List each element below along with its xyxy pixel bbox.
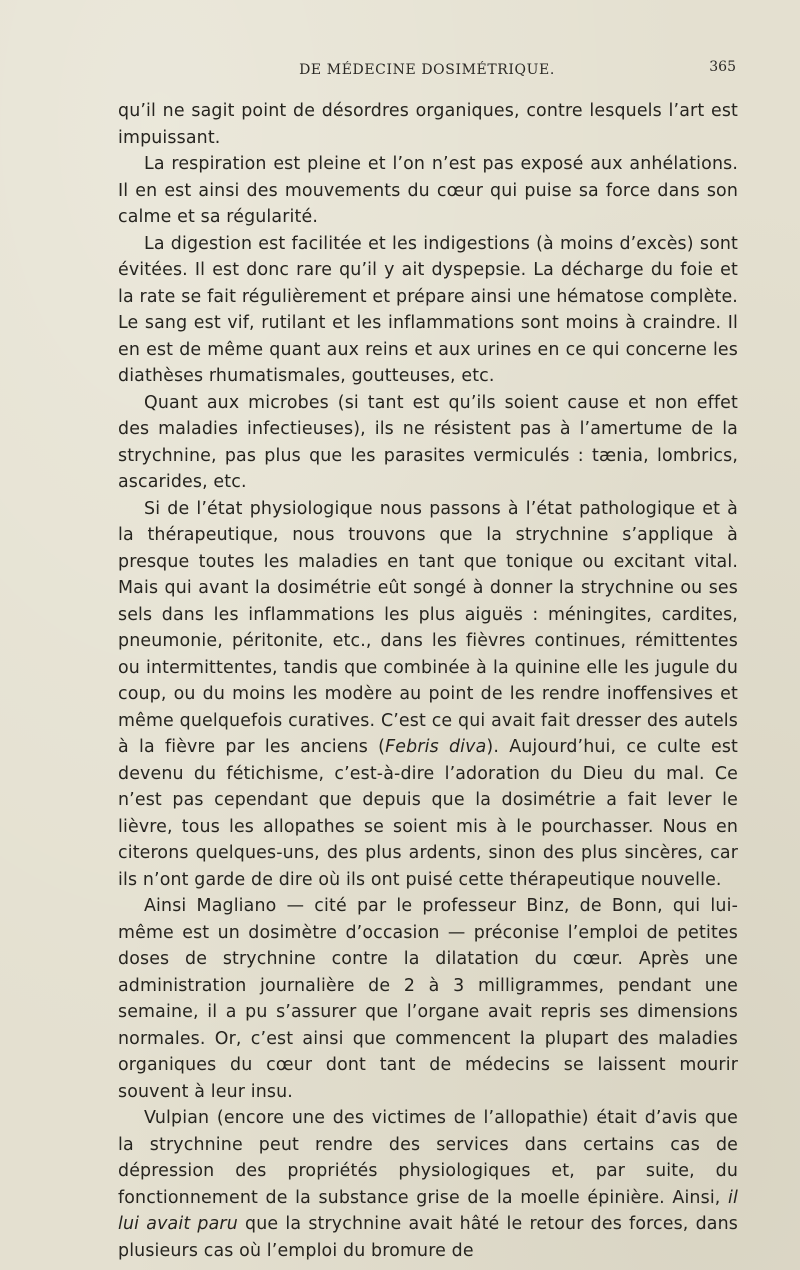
paragraph-text: Si de l’état physiologique nous passons à l’état pathologique et à la thérapeutique, nous trouvons que la strychnine s’applique à presque toutes les maladies en tant que tonique ou excitant vital. Mais qui avant la dosimétrie eût songé à donner la strychnine ou ses sels dans les inflammations les plus aiguës : méningites, cardites, pneumonie, péritonite, etc., dans les fièvres continues, rémittentes ou intermittentes, tandis que combinée à la quinine elle les jugule du coup, ou du moins les modère au point de les rendre inoffensives et même quelquefois curatives. C’est ce qui avait fait dresser des autels à la fièvre par les anciens ( <box>118 498 738 757</box>
paragraph-continuation: qu’il ne sagit point de désordres organiques, contre lesquels l’art est impuissant. <box>118 101 738 148</box>
paragraph-text: Vulpian (encore une des victimes de l’allopathie) était d’avis que la strychnine peut rendre des services dans certains cas de dépression des propriétés physiologiques et, par suite, du fonctionnement de la substance grise de la moelle épinière. Ainsi, <box>118 1108 738 1208</box>
paragraph-text: ). Aujourd’hui, ce culte est devenu du fétichisme, c’est-à-dire l’adoration du Dieu du mal. Ce n’est pas cependant que depuis que la dosimétrie a fait lever le lièvre, tous les allopathes se soient mis à le pourchasser. Nous en citerons quelques-uns, des plus ardents, sinon des plus sincères, car ils n’ont garde de dire où ils ont puisé cette thérapeutique nouvelle. <box>118 737 739 890</box>
paragraph-text: que la strychnine avait hâté le retour des forces, dans plusieurs cas où l’emploi du bromure de <box>118 1214 738 1261</box>
paragraph-microbes: Quant aux microbes (si tant est qu’ils soient cause et non effet des maladies infectieuses), ils ne résistent pas à l’amertume de la strychnine, pas plus que les parasites vermiculés : tænia, lombrics, ascarides, etc. <box>118 392 738 492</box>
italic-phrase: il lui avait paru <box>118 1187 738 1234</box>
running-title: DE MÉDECINE DOSIMÉTRIQUE. <box>299 62 555 78</box>
paragraph-respiration: La respiration est pleine et l’on n’est pas exposé aux anhélations. Il en est ainsi des mouvements du cœur qui puise sa force dans son calme et sa régularité. <box>118 154 738 227</box>
body-text <box>118 98 738 1264</box>
paragraph-therapeutique <box>118 496 738 894</box>
italic-phrase: Febris diva <box>385 737 487 757</box>
paragraph-digestion: La digestion est facilitée et les indigestions (à moins d’excès) sont évitées. Il est donc rare qu’il y ait dyspepsie. La décharge du foie et la rate se fait régulièrement et prépare ainsi une hématose complète. Le sang est vif, rutilant et les inflammations sont moins à craindre. Il en est de même quant aux reins et aux urines en ce qui concerne les diathèses rhumatismales, goutteuses, etc. <box>118 233 738 386</box>
page-number: 365 <box>709 59 736 75</box>
paragraph-vulpian <box>118 1105 738 1264</box>
paragraph-magliano: Ainsi Magliano — cité par le professeur Binz, de Bonn, qui lui-même est un dosimètre d’occasion — préconise l’emploi de petites doses de strychnine contre la dilatation du cœur. Après une administration journalière de 2 à 3 milligrammes, pendant une semaine, il a pu s’assurer que l’organe avait repris ses dimensions normales. Or, c’est ainsi que commencent la plupart des maladies organiques du cœur dont tant de médecins se laissent mourir souvent à leur insu. <box>118 896 738 1102</box>
page-header <box>118 59 736 86</box>
